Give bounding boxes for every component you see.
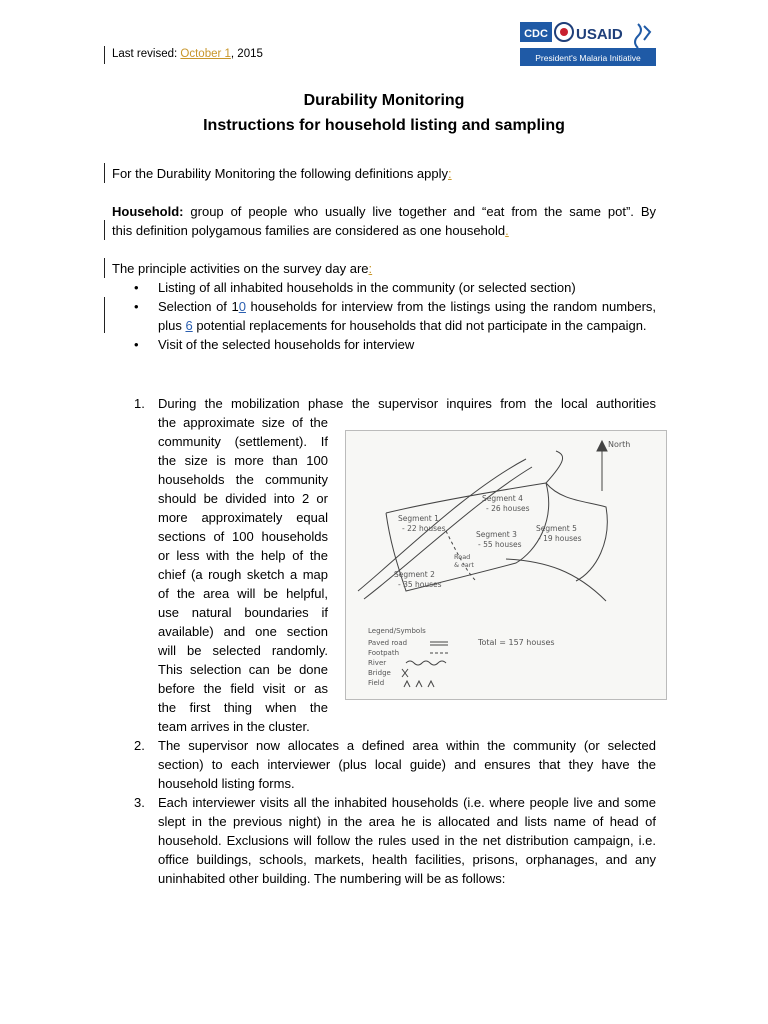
road-label: & cart [454,561,474,569]
step1-text-line: will be selected randomly. [158,643,328,658]
revision-bar [104,220,105,240]
north-label: North [608,440,631,449]
step1-text-line: more approximately equal [158,510,328,525]
list-item: • Selection of 10 households for interview from the listings using the random numbers, plus 6 potential replacements for households that did not participate in the campaign. [134,297,656,335]
activities-intro: The principle activities on the survey day are: [112,261,373,276]
segment-label: Segment 4 [482,494,523,503]
segment-label: Segment 3 [476,530,517,539]
cdc-logo: CDC [524,28,548,40]
step1-text-line: of the area will be helpful, [158,586,328,601]
road-label: Road [454,553,471,561]
segment-count: - 22 houses [402,524,446,533]
list-item: • Listing of all inhabited households in the community (or selected section) [134,278,656,297]
step2-text: The supervisor now allocates a defined area within the community (or selected section) to each interviewer (plus local guide) and ensures that they have the household listing forms. [158,738,656,791]
logo-banner-graphic [520,20,656,68]
activities-list [134,278,656,354]
doc-title: Durability Monitoring [303,92,465,109]
step1-text-line: team arrives in the cluster. [158,719,310,734]
step1-line1: During the mobilization phase the supervisor inquires from the local authorities [158,396,656,411]
step1-text-line: households the community [158,472,328,487]
household-definition-line2: this definition polygamous families are considered as one household. [112,223,509,238]
step1-text-line: community (settlement). If [158,434,328,449]
legend-item: Footpath [368,649,400,657]
segment-count: - 35 houses [398,580,442,589]
step1-text-line: sections of 100 households [158,529,328,544]
segment-count: - 26 houses [486,504,530,513]
revision-bar [104,258,105,278]
legend-title: Legend/Symbols [368,627,426,635]
household-definition-line1: Household: group of people who usually live together and “eat from the same pot”. By [112,204,656,219]
revision-bar [104,297,105,333]
segment-label: Segment 2 [394,570,435,579]
definitions-intro: For the Durability Monitoring the following definitions apply: [112,166,452,181]
pmi-banner: President's Malaria Initiative [535,53,641,63]
legend-item: Field [368,679,385,687]
step-number: 3. [134,795,145,810]
usaid-logo: USAID [576,26,623,43]
step3-text: Each interviewer visits all the inhabited households (i.e. where people live and some slept in the previous night) in the area he is allocated and lists name of head of household. Exclusions will follow the rules used in the net distribution campaign, i.e. office buildings, schools, markets, health facilities, prisons, orphanages, and any uninhabited other building. The numbering will be as follows: [158,795,656,886]
step1-text-line: available) and one section [158,624,328,639]
sketch-map [345,430,667,700]
legend-item: River [368,659,387,667]
revision-bar [104,46,105,64]
last-revised-label: Last revised: [112,48,181,60]
legend-item: Bridge [368,669,391,677]
bridge-icon [402,669,408,677]
household-term: Household: [112,204,184,219]
total-houses: Total = 157 houses [478,638,555,647]
last-revised-year: , 2015 [230,48,263,60]
step1-text-line: should be divided into 2 or [158,491,328,506]
step1-text-line: use natural boundaries if [158,605,328,620]
step1-text-line: or less with the help of the [158,548,328,563]
step-number: 2. [134,738,145,753]
step1-text-line: before the field visit or as [158,681,328,696]
field-icon [404,681,434,687]
segment-label: Segment 1 [398,514,439,523]
revision-bar [104,163,105,183]
segment-count: - 19 houses [538,534,582,543]
segment-label: Segment 5 [536,524,577,533]
step1-text-line: This selection can be done [158,662,328,677]
step1-text-line: the size is more than 100 [158,453,328,468]
doc-subtitle: Instructions for household listing and sampling [203,117,565,134]
partner-logos [520,20,656,71]
step-number: 1. [134,396,145,411]
step1-text-line: the approximate size of the [158,415,328,430]
step1-text-line: chief (a rough sketch a map [158,567,328,582]
segment-count: - 55 houses [478,540,522,549]
legend-item: Paved road [368,639,408,647]
last-revised [112,48,263,60]
hhs-eagle-icon [635,24,641,48]
list-item: • Visit of the selected households for interview [134,335,656,354]
step1-text-line: the first thing when the [158,700,328,715]
last-revised-date[interactable]: October 1 [180,48,231,60]
